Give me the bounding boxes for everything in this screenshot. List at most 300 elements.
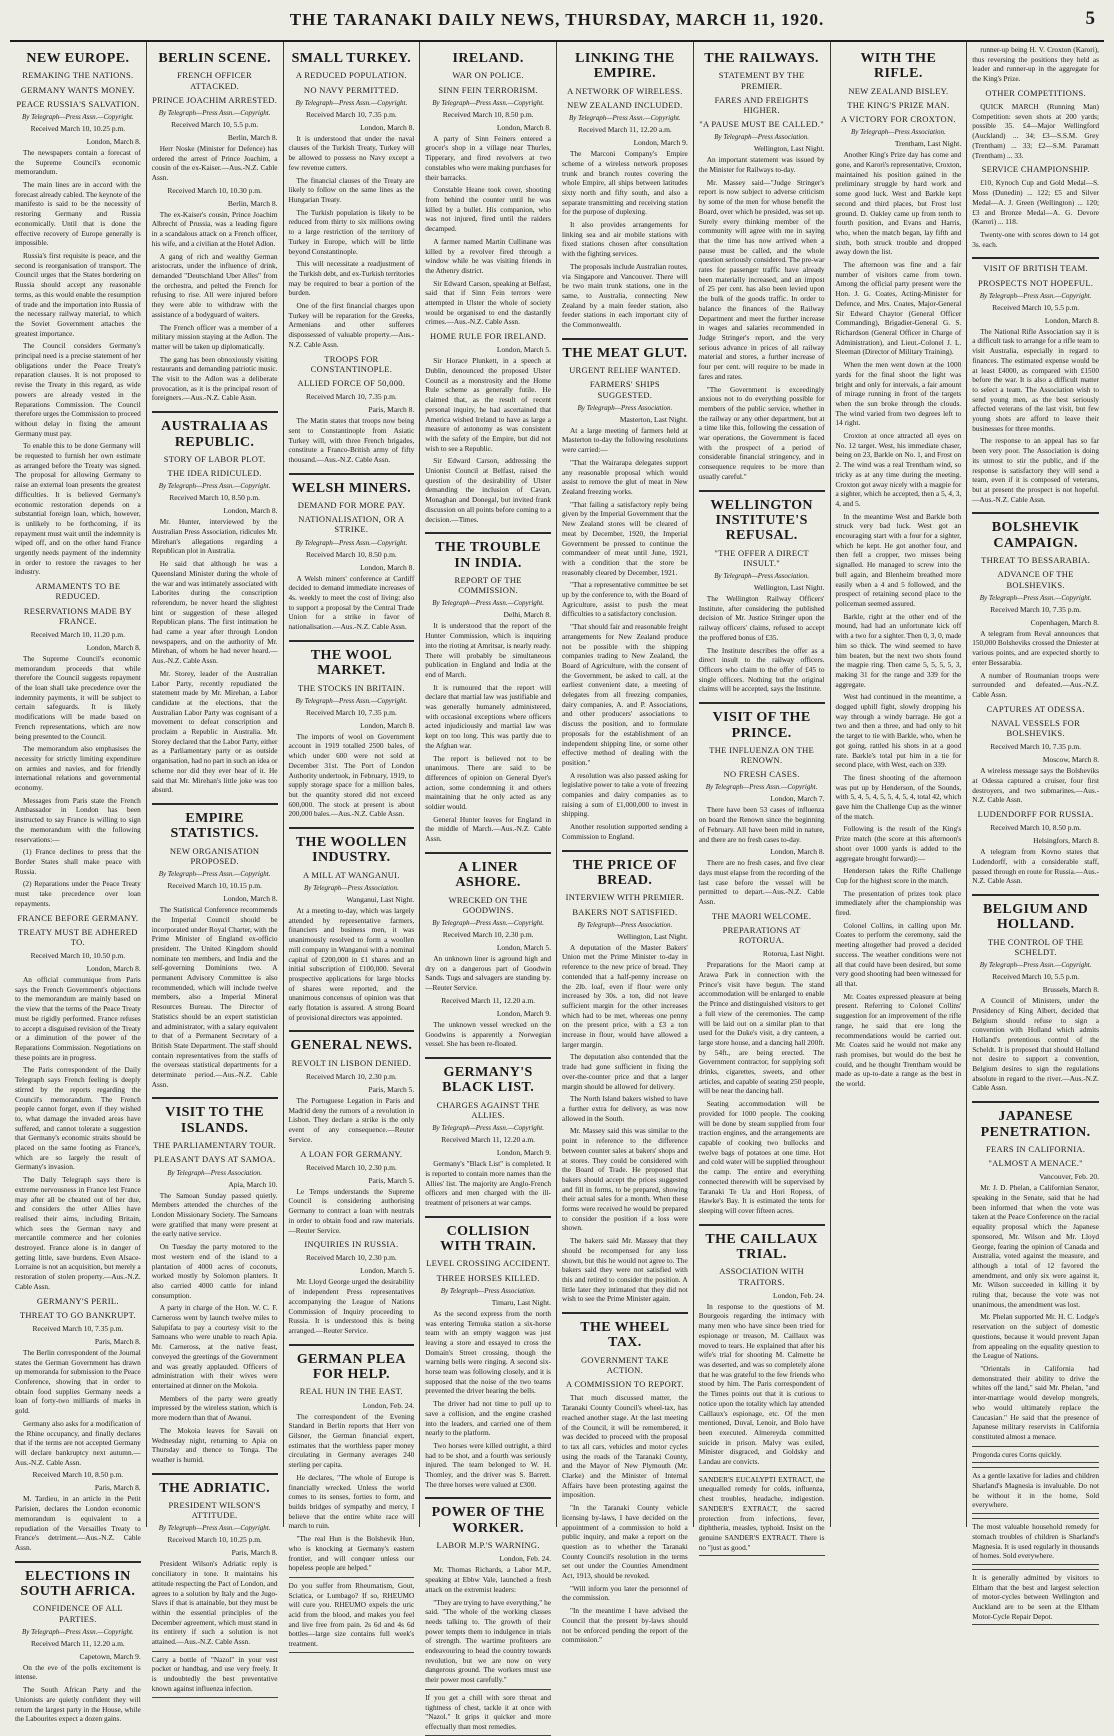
article-subheadline: LABOR M.P.'S WARNING. (436, 1540, 540, 1551)
article-subheadline: ASSOCIATION WITH TRAITORS. (719, 1266, 804, 1287)
article-subheadline: GOVERNMENT TAKE ACTION. (580, 1354, 669, 1376)
article-paragraph: Seating accommodation will be provided for 1000 people. The cooking will be done by steam supplied from four traction engines, and the arrangements are capable of cooking two bullocks and twelve bags of potatoes at one time. Hot and cold water will be supplied throughout the camp. The entire and everything connected therewith will be supervised by Taranaki Te Ua and Hori Ropess, of Hawke's Bay. It is estimated the tents for sleeping will cover fifteen acres. (698, 1099, 825, 1215)
article-subheadline: HOME RULE FOR IRELAND. (430, 331, 547, 342)
advertisement: SANDER'S EUCALYPTI EXTRACT, the unequalled remedy for colds, influenza, chest troubles, headache, indigestion. SANDER'S EXTRACT, the sacred protection from infections, fever, diphtheria, measles, typhoid. Insist on the genuine SANDER'S EXTRACT. There is no "just as good." (699, 1471, 825, 1557)
dateline: By Telegraph—Press Assn.—Copyright. (432, 1124, 544, 1133)
article-paragraph: The South African Party and the Unionists are quietly confident they will return the largest party in the House, while the Labourites expect a dozen gains. (15, 1685, 141, 1724)
article-headline: WELSH MINERS. (291, 480, 412, 496)
article-paragraph: The response to an appeal has so far been very poor. The Association is doing its utmost to stir the public, and if the response is satisfactory they will send a team, even if it is composed of veterans, but at present the prospect is not hopeful.—Aus.-N.Z. Cable Assn. (972, 436, 1099, 504)
article-paragraph: Two horses were killed outright, a third had to be shot, and a fourth was seriously injured. The team belonged to W. H. Thomley, and the driver was S. Barrett. The three horses were valued at £300. (425, 1440, 551, 1489)
article-paragraph: The Mokoia leaves for Savaii on Wednesday night, returning to Apia on Thursday and thence to Tonga. The weather is humid. (151, 1425, 278, 1464)
article-paragraph: "The real Hun is the Bolshevik Hun, who is knocking at Germany's eastern frontier, and will conquer unless our hopeless people are helped." (288, 1534, 415, 1573)
received-line: Received March 10, 7.35 p.m. (305, 392, 397, 402)
article-paragraph: Henderson takes the Rifle Challenge Cup for the highest score in the match. (835, 866, 962, 885)
dateline: By Telegraph—Press Assn.—Copyright. (295, 538, 408, 547)
article-paragraph: Mr. Coates expressed pleasure at being present. Referring to Colonel Collins' suggestion for an improvement of the rifle range, he said that ere long the recommendations would be carried out. Mr. Coates said he would not make any rash promises, but would do the best he could, and he thought Trentham would be made as up-to-date a range as the best in the world. (835, 991, 962, 1089)
article-subheadline: THE STOCKS IN BRITAIN. (297, 682, 405, 693)
article-headline: POWER OF THE WORKER. (431, 1505, 545, 1536)
article-paragraph: "In the Taranaki County vehicle licensing by-laws, I have decided on the appointment of a commission to hold a public inquiry, and make a report on the question as to whether the Taranaki County Council's resolution in the terms set out under the Counties Amendment Act, 1913, should be revoked. (562, 1503, 688, 1581)
article-paragraph: Following is the result of the King's Prize match (the score at this afternoon's shoot over 1000 yards is added to the aggregate brought forward):— (835, 824, 962, 863)
article-headline: BERLIN SCENE. (158, 51, 271, 66)
advertisement: Do you suffer from Rheumatism, Gout, Sciatica, or Lumbago? If so, RHEUMO will cure you. RHEUMO expels the uric acid from the blood, and makes you feel and live free from pain. 2s 6d and 4s 6d bottles—large size contains full week's treatment. (289, 1577, 415, 1653)
section-divider (289, 473, 415, 475)
article-paragraph: "They are trying to have everything," he said. "The whole of the working classes needs talking to. The growth of their power tempts them to indulgence in trials of strength. The wartime profiteers are endeavouring to head the country towards revolution, but we are now on very dangerous ground. The workers must use their power most carefully." (425, 1597, 551, 1685)
article-subheadline: FRANCE BEFORE GERMANY. (17, 912, 139, 923)
dateline: By Telegraph—Press Assn.—Copyright. (979, 291, 1092, 300)
article-paragraph: Another resolution supported sending a Commission to England. (562, 822, 688, 841)
article-paragraph: The North Island bakers wished to have a further extra for delivery, as was now allowed in the South. (562, 1094, 688, 1123)
article-subheadline: FEARS IN CALIFORNIA. (985, 1143, 1086, 1154)
section-divider (562, 850, 688, 852)
dateline: By Telegraph—Press Assn.—Copyright. (432, 919, 544, 928)
article-paragraph: "Will inform you later the personnel of the commission. (562, 1583, 688, 1603)
article-paragraph: The report is believed not to be unanimous. There are said to be differences of opinion on General Dyer's action, some condemning it and others maintaining that he only acted as any soldier would. (425, 753, 551, 812)
article-paragraph: The memorandum also emphasises the necessity for strictly limiting expenditure on armies and navies, and for friendly international relations and governmental economy. (15, 744, 141, 793)
received-line: Received March 10, 5.5 p.m. (992, 302, 1080, 312)
column-1 (10, 42, 147, 1724)
article-subheadline: OTHER COMPETITIONS. (985, 87, 1086, 98)
article-subheadline: "ALMOST A MENACE." (988, 1158, 1083, 1169)
place-date-line: London, March 8. (770, 847, 825, 857)
article-subheadline: THREE HORSES KILLED. (436, 1272, 540, 1283)
article-subheadline: A VICTORY FOR CROXTON. (840, 114, 956, 125)
place-date-line: London, March 8. (360, 562, 415, 572)
article-paragraph: The gang has been obnoxiously visiting restaurants and demanding patriotic music. The visit to the Adlon was a deliberate provocation, as it is the principal resort of foreigners.—Aus.-N.Z. Cable Assn. (151, 354, 278, 403)
dateline: By Telegraph—Press Association. (714, 572, 810, 581)
article-paragraph: The Portuguese Legation in Paris and Madrid deny the rumors of a revolution in Lisbon. They declare a strike is the only event of any consequence.—Reuter Service. (288, 1096, 415, 1144)
received-line: Received March 11, 12.20 a.m. (441, 995, 536, 1005)
received-line: Received March 10, 8.50 p.m. (32, 1470, 124, 1480)
article-paragraph: Russia's first requisite is peace, and the second is reorganisation of transport. The Council urges that the States bordering on Russia should accept any reasonable terms, as this would enable the resumption of trade and the importation into Russia of the necessary railway material, to which the Soviet Government attaches the greatest importance. (15, 250, 141, 338)
received-line: Received March 10, 10.30 p.m. (167, 185, 262, 195)
article-subheadline: SINN FEIN TERRORISM. (438, 84, 538, 95)
advertisement: As a gentle laxative for ladies and children Sharland's Magnesia is invaluable. Do not be without it in the home, Sold everywhere. (972, 1467, 1099, 1514)
article-paragraph: As the second express from the north was entering Temuka station a six-horse team with an empty waggon was just leaving a store and essayed to cross the Domain's Street crossing, though the warning bells were ringing. A second six-horse team was following closely, and it is supposed that the noise of the two teams prevented the driver hearing the bells. (425, 1308, 551, 1396)
place-date-line: Vancouver, Feb. 20. (1039, 1172, 1099, 1182)
article-headline: GERMANY'S BLACK LIST. (442, 1064, 535, 1096)
section-divider (425, 852, 551, 854)
place-date-line: Paris, March 8. (94, 1483, 141, 1493)
place-date-line: London, Feb. 24. (499, 1554, 551, 1564)
article-paragraph: A telegram from Kovno states that Ludendorff, with a considerable staff, passed through en route for Russia.—Aus.-N.Z. Cable Assn. (972, 847, 1099, 886)
article-paragraph: The afternoon was fine and a fair number of visitors came from town. Among the official party present were the Hon. J. G. Coates, Acting-Minister for Defence, and Mrs. Coates, Major-General Sir Edward Chaytor (General Officer Commanding), Brigadier-General G. S. Richardson (General Officer in Charge of Administration), and Lieut.-Colonel J. L. Sleeman (Director of Military Training). (835, 260, 962, 357)
article-headline: SMALL TURKEY. (291, 51, 412, 66)
article-paragraph: Mr. Massey said this was similar to the point in reference to the difference between counter sales at bakers' shops and at stores. They could be considered with the Board of Trade. He proposed that bakers should accept the prices suggested and fill in forms, to be prepared, showing their actual sales for a month. When these forms were received he would be prepared to consider the position if a loss were shown. (562, 1126, 688, 1233)
place-date-line: Capetown, March 9. (79, 1651, 141, 1661)
article-paragraph: The unknown vessel wrecked on the Goodwins is apparently a Norwegian vessel. She has been re-floated. (425, 1019, 551, 1049)
place-date-line: Trentham, Last Night. (894, 139, 962, 149)
article-subheadline: RESERVATIONS MADE BY FRANCE. (23, 605, 132, 626)
article-paragraph: Mr. J. D. Phelan, a Californian Senator, speaking in the Senate, said that he had been informed that when the vote was taken at the Peace Conference on the racial equality proposal which the Japanese sponsored, Mr. Wilson and Mr. Lloyd George, fearing the opinion of Canada and Australia, voted against the measure, and although a total of 12 favored the amendment, and only six were against it, Mr. Wilson succeeded in killing it by ruling that, because the vote was not unanimous, the amendment was lost. (972, 1183, 1099, 1309)
received-line: Received March 10, 7.35 p.m. (305, 109, 397, 119)
article-headline: ELECTIONS IN SOUTH AFRICA. (20, 1568, 136, 1599)
article-paragraph: The National Rifle Association say it is a difficult task to arrange for a rifle team to visit Australia, especially in regard to finances. The estimated expense would be at least £4000, as compared with £1500 before the war. It is also a difficult matter to select a team. The Association wish to send young men, as the best seriously affected veterans of the last visit, but few young shots are afford to leave their businesses for three months. (972, 326, 1099, 433)
article-paragraph: The financial clauses of the Treaty are likely to follow on the same lines as the Hungarian Treaty. (288, 175, 415, 204)
article-paragraph: The Matin states that troops now being sent to Constantinople from Asiatic Turkey will, with three French brigades, constitute a Franco-British army of fifty thousand.—Aus.-N.Z. Cable Assn. (288, 416, 415, 464)
section-divider (699, 702, 825, 704)
article-paragraph: A party of Sinn Feiners entered a grocer's shop in a village near Thurles, Tipperary, and fired revolvers at two constables who were making purchases for their barracks. (425, 133, 551, 182)
article-paragraph: "The Government is exceedingly anxious not to do everything possible for members of the public service, whether in the railway or any other department, but at a time like this, following the cessation of war operations, the Government is faced with the prospect of a period of considerable financial stringency, and in consequence requires to be more than usually careful." (698, 384, 825, 481)
article-paragraph: The Wellington Railway Officers' Institute, after considering the published decision of Mr. Justice Stringer upon the railway officers' claims, refused to accept the proffered bonus of £35. (698, 594, 825, 642)
dateline: By Telegraph—Press Association. (577, 920, 673, 929)
article-subheadline: THREAT TO GO BANKRUPT. (19, 1309, 136, 1320)
column-2 (147, 42, 284, 1693)
place-date-line: Apia, March 10. (228, 1179, 278, 1189)
advertisement: The most valuable household remedy for stomach troubles of children is Sharland's Magnesia. It is used regularly in thousands of homes. Sold everywhere. (972, 1518, 1099, 1565)
received-line: Received March 11, 12.20 a.m. (577, 125, 672, 135)
article-paragraph: The Institute describes the offer as a direct insult to the railway officers. Officers who claim to the offer of £45 to single officers. Nothing but the original claims will be accepted, says the Institute. (698, 645, 825, 694)
article-paragraph: A telegram from Reval announces that 150,000 Bolsheviks crossed the Dniester at various points, and are expected shortly to enter Bessarabia. (972, 628, 1099, 667)
article-subheadline: A MILL AT WANGANUI. (303, 869, 400, 880)
article-subheadline: INTERVIEW WITH PREMIER. (565, 892, 685, 903)
place-date-line: Paris, March 8. (94, 1336, 141, 1346)
received-line: Received March 10, 7.35 p.m. (32, 1323, 124, 1333)
section-divider (425, 532, 551, 534)
article-paragraph: The Samoan Sunday passed quietly. Members attended the churches of the London Missionary Society. The Samoans were gratified that many were present at the early native service. (151, 1190, 278, 1239)
received-line: Received March 10, 2.30 p.m. (305, 1072, 397, 1082)
advertisement: It is generally admitted by visitors to Eltham that the best and largest selection of motor-cycles between Wellington and Auckland are to be seen at the Eltham Motor-Cycle Repair Depot. (972, 1569, 1099, 1626)
article-paragraph: In the meantime West and Barkle both struck very bad luck. West got an encouraging start with a four for a sighter, which he kept. He got another four, and then fell a cropper, two misses being signalled. He managed to screw into the bull again, and Blenheim breathed more easily when a 4 and 5 followed, and the prospect of retaining second place to the policeman seemed assured. (835, 511, 962, 608)
article-headline: A LINER ASHORE. (455, 859, 521, 891)
article-subheadline: LEVEL CROSSING ACCIDENT. (426, 1258, 551, 1269)
article-paragraph: In response to the questions of M. Bourgeois regarding the intimacy with many men who have since been tried for espionage or treason, M. Caillaux was moved to tears. He explained that after his wife's trial for shooting M. Calmette he was deserted, and was so completely alone that he was grateful to the few friends who stood by him. The Paris correspondent of the Times points out that it is curious to notice upon the totality which lay attended Caillaux's espionage, etc. Of the men mentioned, Duval, Lenoir, and Bolo have been executed. Almereyda committed suicide in prison. Malvy was exiled, Minister disgraced, and Goldsky and Landau are convicts. (698, 1301, 825, 1467)
article-paragraph: A farmer named Martin Cullinane was killed by a revolver fired through a window while he was visiting friends in the Athenry district. (425, 236, 551, 275)
article-subheadline: URGENT RELIEF WANTED. (569, 365, 681, 376)
received-line: Received March 10, 10.25 p.m. (167, 1535, 262, 1545)
article-paragraph: "That a representative committee be set up by the conference to, with the Board of Agriculture, assist to push the meat difficulties to a satisfactory conclusion. (562, 580, 688, 619)
article-paragraph: Germany also asks for a modification of the Rhine occupancy, and finally declares that if the terms are not accepted Germany will declare bankruptcy next autumn.—Aus.-N.Z. Cable Assn. (15, 1418, 141, 1467)
section-divider (152, 1473, 278, 1475)
dateline: By Telegraph—Press Assn.—Copyright. (158, 1524, 271, 1533)
article-headline: THE ADRIATIC. (159, 1480, 270, 1496)
article-subheadline: VISIT OF BRITISH TEAM. (983, 263, 1088, 274)
received-line: Received March 10, 7.35 p.m. (990, 604, 1082, 614)
dateline: By Telegraph—Press Association. (714, 133, 810, 142)
article-subheadline: THE PARLIAMENTARY TOUR. (153, 1140, 277, 1151)
received-line: Received March 10, 11.20 p.m. (30, 629, 126, 639)
article-paragraph: A resolution was also passed asking for legislative power to take a vote of freezing companies and dairy companies as to raising a sum of £1,000,000 to invest in shipping. (562, 770, 688, 819)
received-line: Received March 10, 8.50 p.m. (990, 823, 1082, 833)
article-paragraph: There have been 53 cases of influenza on board the Renown since the beginning of February. All have been mild in nature, and there are no fresh cases to-day. (698, 805, 825, 844)
advertisement: Progonda cures Corns quickly. (972, 1446, 1099, 1464)
article-paragraph: Mr. Massey said—"Judge Stringer's report is now subject to adverse criticism by some of the men for whose benefit the Board, over which he presided, was set up. Surely every thinking member of the community will agree with me in saying that the time has now arrived when a pause must be called, and the whole question seriously considered. The pre-war rates for passenger traffic have already been materially increased, and an impost of 25 per cent. has also been levied upon the bulk of the goods traffic. In order to balance the finances of the Railway Department and meet the further increase in wages and salaries recommended in Judge Stringer's report, and the very serious advance in prices of all railway material and stores, a further increase of four per cent. will require to be made in fares and rates. (698, 177, 825, 381)
article-paragraph: The presentation of prizes took place immediately after the championship was fired. (835, 888, 962, 918)
article-headline: THE MEAT GLUT. (562, 345, 688, 361)
article-subheadline: PREPARATIONS AT ROTORUA. (722, 924, 801, 946)
article-paragraph: The Paris correspondent of the Daily Telegraph says French feeling is deeply stirred by the reports regarding the Council's memorandum. The French people cannot forget, even if they wished to, what damage the invaded areas have suffered, and cannot tolerate a suggestion that Germany's economic straits should be placed on the same footing as France's, which are so largely the result of Germany's invasion. (15, 1065, 141, 1172)
article-paragraph: The Supreme Council's economic memorandum proceeds that while therefore the Council suggests repayment of the loan shall take precedence over the indemnity payments, it will be subject to certain safeguards. It is likely modifications will be made based on French representations, which are now being presented to the Council. (15, 653, 141, 741)
article-subheadline: WRECKED ON THE GOODWINS. (448, 894, 528, 915)
received-line: Received March 10, 8.50 p.m. (442, 109, 534, 119)
place-date-line: Paris, March 8. (231, 1548, 278, 1558)
section-divider (152, 411, 278, 413)
place-date-line: Rotorua, Last Night. (762, 949, 825, 959)
received-line: Received March 10, 7.35 p.m. (305, 707, 397, 717)
article-subheadline: DEMAND FOR MORE PAY. (297, 500, 405, 510)
dateline: By Telegraph—Press Assn.—Copyright. (22, 112, 134, 121)
article-headline: LINKING THE EMPIRE. (575, 51, 675, 82)
section-divider (289, 1344, 415, 1346)
column-8 (967, 42, 1104, 1621)
dateline: By Telegraph—Press Assn.—Copyright. (295, 696, 408, 705)
article-subheadline: REAL HUN IN THE EAST. (299, 1386, 403, 1397)
article-paragraph: The Statistical Conference recommends the Imperial Council should be incorporated under Royal Charter, with the Prime Minister of England ex-officio president. The United Kingdom should nominate ten members, and India and the self-governing Dominions two. A permanent Advisory Committee is also recommended, which will include twelve members, also a Imperial Mineral Resources Bureau. The Director of Statistics should be an expert statistician and administrator, with a salary equivalent to that of a Permanent Secretary of a British State Department. The staff should contain representatives from the staffs of the overseas statistical departments for a determinate period.—Aus.-N.Z. Cable Assn. (151, 905, 278, 1089)
article-paragraph: "That should fair and reasonable freight arrangements for New Zealand produce not be possible with the shipping companies trading to New Zealand, the Board of Agriculture, with the consent of the Government, be asked to call, at the earliest convenient date, a meeting of delegates from all freezing companies, dairy companies, A. and P. Associations, and other producers' associations to discuss the position, and to formulate proposals for the establishment of an independent shipping line, or some other effective method of dealing with the position." (562, 622, 688, 767)
dateline: By Telegraph—Press Assn.—Copyright. (295, 98, 408, 107)
dateline: By Telegraph—Press Assn.—Copyright. (158, 870, 271, 879)
advertisement: Carry a bottle of "Nazol" in your vest pocket or handbag, and use very freely. It is undoubtedly the best preventative known against influenza infection. (152, 1651, 278, 1698)
article-subheadline: CONFIDENCE OF ALL PARTIES. (32, 1603, 123, 1624)
place-date-line: London, March 9. (496, 1148, 551, 1158)
place-date-line: London, March 8. (360, 720, 415, 730)
received-line: Received March 10, 8.50 p.m. (305, 549, 397, 559)
article-paragraph: Mr. Lloyd George urged the desirability of independent Press representatives accompanying the League of Nations Commission of Inquiry proceeding to Russia. It is understood this is being arranged.—Reuter Service. (288, 1277, 415, 1335)
article-subheadline: ARMAMENTS TO BE REDUCED. (35, 581, 121, 602)
received-line: Received March 10, 2.30 p.m. (305, 1253, 397, 1263)
dateline: By Telegraph—Press Association. (303, 884, 399, 893)
article-paragraph: General Hunter leaves for England in the middle of March.—Aus.-N.Z. Cable Assn. (425, 814, 551, 844)
place-date-line: Paris, March 8. (368, 405, 415, 415)
article-paragraph: A wireless message says the Bolsheviks at Odessa captured a cruiser, four first destroyers, and two submarines.—Aus.-N.Z. Cable Assn. (972, 766, 1099, 805)
section-divider (15, 1561, 141, 1563)
article-subheadline: PLEASANT DAYS AT SAMOA. (153, 1154, 276, 1165)
article-paragraph: Herr Noske (Minister for Defence) has ordered the arrest of Prince Joachim, a cousin of the ex-Kaiser.—Aus.-N.Z. Cable Assn. (151, 143, 278, 183)
article-headline: GERMAN PLEA FOR HELP. (296, 1351, 406, 1383)
place-date-line: London, March 8. (1044, 315, 1099, 325)
article-subheadline: STATEMENT BY THE PREMIER. (718, 70, 805, 91)
section-divider (562, 1312, 688, 1314)
place-date-line: Masterton, Last Night. (619, 414, 688, 424)
dateline: By Telegraph—Press Assn.—Copyright. (158, 482, 271, 491)
article-paragraph: The Berlin correspondent of the Journal states the German Government has drawn up memoranda for submission to the Peace Conference, showing that in order to obtain food supplies Germany needs a loan of forty-two milliards of marks in gold. (15, 1347, 141, 1416)
article-paragraph: Mr. Storey, leader of the Australian Labor Party, recently repudiated the statement made by Mr. Mirehan, a Labor candidate at the elections, that the Australian Labor Party was cognisant of a movement to defeat conscription and proclaim a Republic in Australia. Mr. Storey declared that the Labor Party, either as a Parliamentary party or as outside organisation, had no part in such an idea or scheme nor did they ever hear of it. He said that Mr. Mirehan's little joke was too absurd. (151, 668, 278, 795)
article-paragraph: QUICK MARCH (Running Man) Competition: seven shots at 200 yards; possible 35. £4—Major Wellingford (Auckland) ... 34; £3—S.S.M. Grey (Trentham) ... 33; £2—S.M. Paramatt (Trentham) ... 33. (972, 102, 1099, 160)
section-divider (699, 490, 825, 492)
article-paragraph: runner-up being H. V. Croxton (Karori), thus reversing the positions they held as leader and runner-up in the aggregate for the King's Prize. (972, 45, 1099, 84)
dateline: By Telegraph—Press Association. (850, 128, 946, 137)
article-paragraph: The Turkish population is likely to be reduced from thirty to six millions owing to a large restriction of the territory of Turkey in Europe, which will be little beyond Constantinople. (288, 207, 415, 256)
article-paragraph: Messages from Paris state the French Ambassador in London has been instructed to say France is willing to sign the memorandum with the following reservations:— (15, 795, 141, 844)
article-paragraph: When the men went down at the 1000 yards for the final shoot the light was bright and only for intervals, a fair amount of mirage running in front of the targets when the sun broke through the clouds. The wind varied from two degrees left to 14 right. (835, 360, 962, 428)
article-paragraph: (1) France declines to press that the Border States shall make peace with Russia. (15, 847, 141, 876)
article-paragraph: The newspapers contain a forecast of the Supreme Council's economic memorandum. (15, 147, 141, 177)
article-paragraph: Sir Edward Carson, speaking at Belfast, said that if Sinn Fein terrors were attempted in Ulster the whole of society would be organised to end the dastardly crimes.—Aus.-N.Z. Cable Assn. (425, 278, 551, 327)
article-headline: COLLISION WITH TRAIN. (440, 1223, 537, 1255)
article-paragraph: Members of the party were greatly impressed by the wireless station, which is more modern than that of Awanui. (151, 1393, 278, 1423)
article-paragraph: "That the Wairarapa delegates support any reasonable proposal which would assist to remove the glut of meat in New Zealand freezing works. (562, 457, 688, 496)
received-line: Received March 10, 5.5 p.m. (171, 119, 259, 129)
section-divider (289, 1030, 415, 1032)
article-paragraph: A Welsh miners' conference at Cardiff decided to demand immediate increases of 4s. weekly to meet the cost of living; also to support a proposal by the Central Trade Union for a strike in favor of nationalisation.—Aus.-N.Z. Cable Assn. (288, 573, 415, 632)
place-date-line: Berlin, March 8. (227, 198, 278, 208)
received-line: Received March 10, 10.50 p.m. (30, 951, 126, 961)
masthead (10, 0, 1104, 42)
article-subheadline: ADVANCE OF THE BOLSHEVIKS. (997, 569, 1074, 590)
place-date-line: London, March 8. (223, 506, 278, 516)
article-paragraph: He said that although he was a Queensland Minister during the whole of the war and was intimately associated with Laborites during the conscription referendum, he never heard the slightest hint or suggestion of these alleged Republican plans. The first intimation he had came a year after through London newspapers, and on the authority of Mr. Mirehan, of whom he had never heard.—Aus.-N.Z. Cable Assn. (151, 559, 278, 666)
received-line: Received March 10, 2.30 p.m. (305, 1162, 397, 1172)
article-paragraph: The imports of wool on Government account in 1919 totalled 2500 bales, of which under 600 were not sold at December 31st. The Port of London Authority undertook, in February, 1919, to supply storage space for a million bales, but the quantity stored did not exceed 600,000. The stock at present is about 200,000 bales.—Aus.-N.Z. Cable Assn. (288, 731, 415, 819)
article-paragraph: An unknown liner is aground high and dry on a dangerous part of Goodwin Sands. Tugs and salvagers are standing by.—Reuter Service. (425, 954, 551, 993)
article-paragraph: One of the first financial charges upon Turkey will be reparation for the Greeks, Armenians and other sufferers dispossessed of valuable property.—Aus.-N.Z. Cable Assn. (288, 301, 415, 349)
article-paragraph: (2) Reparations under the Peace Treaty must take precedence over loan repayments. (15, 879, 141, 908)
article-headline: WITH THE RIFLE. (860, 51, 937, 82)
dateline: By Telegraph—Press Assn.—Copyright. (979, 961, 1092, 970)
section-divider (972, 257, 1099, 259)
article-paragraph: Sir Edward Carson, addressing the Unionist Council at Belfast, raised the question of the desirability of Ulster demanding the inclusion of Cavan, Monaghan and Donegal, but invited frank discussion on all points before coming to a decision.—Times. (425, 456, 551, 524)
article-subheadline: NAVAL VESSELS FOR BOLSHEVIKS. (991, 717, 1081, 738)
article-paragraph: It is rumoured that the report will declare that martial law was justifiable and was generally humanely administered, with occasional exceptions where officers acted injudiciously and martial law was kept on too long. This was partly due to the Afghan war. (425, 682, 551, 750)
article-paragraph: A number of Roumanian troops were surrounded and defeated.—Aus.-N.Z. Cable Assn. (972, 670, 1099, 699)
article-paragraph: £10, Kynoch Cup and Gold Medal—S. Moss (Dunedin) ... 122; £5 and Silver Medal—A. J. Green (Wellington) ... 120; £3 and Bronze Medal—A. G. Devore (Karori) ... 118. (972, 178, 1099, 227)
article-subheadline: GERMANY WANTS MONEY. (20, 84, 135, 95)
article-subheadline: FARMERS' SHIPS SUGGESTED. (589, 379, 660, 400)
article-paragraph: Constable Heane took cover, shooting from behind the counter until he was killed by a bullet. His companion, who was not injured, fired until the raiders decamped. (425, 185, 551, 234)
article-headline: GENERAL NEWS. (290, 1038, 413, 1054)
place-date-line: London, March 8. (86, 642, 141, 652)
dateline: By Telegraph—Press Assn.—Copyright. (569, 114, 681, 123)
place-date-line: London, March 5. (496, 345, 551, 355)
place-date-line: Helsingfors, March 8. (1033, 836, 1099, 846)
place-date-line: London, Feb. 24. (362, 1400, 415, 1410)
article-headline: VISIT OF THE PRINCE. (712, 710, 811, 741)
received-line: Received March 10, 5.5 p.m. (992, 972, 1080, 982)
article-subheadline: NEW ZEALAND BISLEY. (848, 85, 949, 96)
article-headline: THE CAILLAUX TRIAL. (705, 1231, 818, 1263)
place-date-line: London, March 9. (633, 138, 688, 148)
article-paragraph: To enable this to be done Germany will be requested to furnish her own estimate as arranged before the Treaty was signed. The proposal for allowing Germany to raise an external loan presents the greatest difficulties. It is believed Germany's economic restoration depends on a substantial foreign loan, which, however, is unlikely to be forthcoming, if its repayment must wait until the indemnity is wiped off, and on the other hand France urgently needs payment of the indemnity in order to restore the ravages to her industry. (15, 441, 141, 577)
article-paragraph: Mr. Phelan supported Mr. H. C. Lodge's reservation on the subject of domestic questions, because it would prevent Japan from appealing on the equality question to the League of Nations. (972, 1312, 1099, 1361)
article-headline: NEW EUROPE. (26, 51, 130, 66)
article-paragraph: An important statement was issued by the Minister for Railways to-day. (698, 155, 825, 175)
section-divider (972, 1101, 1099, 1103)
article-subheadline: TREATY MUST BE ADHERED TO. (18, 926, 138, 947)
place-date-line: London, March 5. (360, 1266, 415, 1276)
article-subheadline: NO FRESH CASES. (723, 769, 800, 780)
section-divider (152, 803, 278, 805)
place-date-line: Moscow, March 8. (1042, 755, 1099, 765)
article-paragraph: The bakers said Mr. Massey that they should be recompensed for any loss shown, but this he would not agree to. The bakers said they were not satisfied with this and retired to consider the position. A little later they intimated that they did not wish to see the Prime Minister again. (562, 1236, 688, 1304)
article-paragraph: Mr. Hunter, interviewed by the Australian Press Association, ridicules Mr. Mirehan's allegations regarding a Republican plot in Australia. (151, 517, 278, 556)
article-paragraph: The ex-Kaiser's cousin, Prince Joachim Albrecht of Prussia, was a leading figure in a scandalous attack on a French officer, his wife, and a civilian at the Hotel Adlon. (151, 209, 278, 248)
article-subheadline: REPORT OF THE COMMISSION. (454, 575, 522, 596)
article-paragraph: The finest shooting of the afternoon was put up by Henderson, of the Sounds, with 5, 4, 5, 4, 5, 5, 4, 5, 4, total 42, which gave him the Challenge Cup as the winner of the match. (835, 772, 962, 821)
article-subheadline: A COMMISSION TO REPORT. (565, 1379, 684, 1390)
article-subheadline: CAPTURES AT ODESSA. (986, 703, 1085, 714)
article-paragraph: At a meeting to-day, which was largely attended by representative farmers, financiers and business men, it was unanimously resolved to form a woollen mill company in Wanganui with a nominal capital of £200,000 in £1 shares and an initial subscription of £100,000. Several prospective applications for large blocks of shares were reported, and the unanimous concensus of opinion was that early flotation is assured. A strong Board of provisional directors was appointed. (288, 906, 415, 1022)
article-paragraph: At a large meeting of farmers held at Masterton to-day the following resolutions were carried:— (562, 425, 688, 455)
dateline: By Telegraph—Press Association. (577, 403, 673, 412)
article-headline: THE PRICE OF BREAD. (572, 857, 678, 888)
dateline: By Telegraph—Press Assn.—Copyright. (979, 593, 1092, 602)
article-paragraph: Barkle, right at the other end of the mound, had had an unfortunate kick off with a two for a sighter. Then 0, 3, 0, made him so thick. The wind seemed to have him beaten, but the next two shots found the magpie ring. Then came 5, 5, 5, 5, 3, making 31 for the range and 339 for the aggregate. (835, 611, 962, 689)
article-subheadline: PEACE RUSSIA'S SALVATION. (16, 98, 140, 109)
article-subheadline: TROOPS FOR CONSTANTINOPLE. (310, 353, 393, 374)
dateline: By Telegraph—Press Assn.—Copyright. (22, 1627, 134, 1636)
received-line: Received March 10, 7.35 p.m. (990, 742, 1082, 752)
article-paragraph: It is understood that under the naval clauses of the Turkish Treaty, Turkey will be allowed to possess no Navy except a few revenue cutters. (288, 133, 415, 172)
article-paragraph: The deputation also contended that the trade had gone sufficient in fixing the over-the-counter price and that a larger margin should be allowed for delivery. (562, 1052, 688, 1091)
article-headline: THE RAILWAYS. (704, 51, 819, 66)
received-line: Received March 10, 10.25 p.m. (30, 123, 126, 133)
article-paragraph: A Council of Ministers, under the Presidency of King Albert, decided that Belgium should refuse to sign a convention with Holland which admits Holland's pretentious control of the Scheldt. It is proposed that should Holland not desire to support a convention, Belgium desires to sign the regulations absolute in regard to the river.—Aus.-N.Z. Cable Assn. (972, 996, 1099, 1093)
place-date-line: London, March 8. (86, 964, 141, 974)
article-paragraph: It also provides arrangements for linking sea and air mobile stations with fixed stations chosen after consultation with the fighting services. (562, 220, 688, 259)
place-date-line: London, Feb. 24. (773, 1290, 825, 1300)
place-date-line: Brussels, March 8. (1042, 985, 1099, 995)
article-paragraph: M. Tardieu, in an article in the Petit Parisien, declares the London economic memorandum is equivalent to a repudiation of the Versailles Treaty to France's detriment.—Aus.-N.Z. Cable Assn. (15, 1494, 141, 1552)
article-paragraph: This will necessitate a readjustment of the Turkish debt, and ex-Turkish territories may be required to bear a portion of the burden. (288, 259, 415, 298)
section-divider (289, 827, 415, 829)
article-subheadline: THE MAORI WELCOME. (711, 910, 812, 921)
article-subheadline: PRESIDENT WILSON'S ATTITUDE. (168, 1500, 261, 1521)
article-headline: BOLSHEVIK CAMPAIGN. (991, 520, 1080, 551)
article-headline: THE TROUBLE IN INDIA. (435, 540, 541, 571)
received-line: Received March 11, 12.20 a.m. (441, 1135, 536, 1145)
article-subheadline: LUDENDORFF FOR RUSSIA. (977, 809, 1094, 819)
article-subheadline: REVOLT IN LISBON DENIED. (291, 1057, 412, 1068)
article-paragraph: "In the meantime I have advised the Council that the present by-laws should not be enforced pending the report of the commission." (562, 1606, 688, 1645)
dateline: By Telegraph—Press Association. (440, 1286, 536, 1295)
place-date-line: Delhi, March 8. (503, 610, 551, 620)
dateline: By Telegraph—Press Assn.—Copyright. (432, 599, 544, 608)
article-paragraph: There are no fresh cases, and five clear days must elapse from the recording of the last case before the vessel will be permitted to depart.—Aus.-N.Z. Cable Assn. (698, 858, 825, 907)
article-paragraph: The Marconi Company's Empire scheme of a wireless network proposes trunk and branch routes covering the whole Empire, all ships between latitudes sixty north and fifty south, and also a separate transmitting and receiving station for the purpose of duplexing. (562, 149, 688, 217)
place-date-line: London, March 5. (496, 943, 551, 953)
article-paragraph: President Wilson's Adriatic reply is conciliatory in tone. It maintains his attitude respecting the Pact of London, and agrees to a solution by Italy and the Jugo-Slavs if that is attainable, but they must be within the essential principles of the December agreement, which must stand in its entirety if such a solution is not attained.—Aus.-N.Z. Cable Assn. (151, 1559, 278, 1647)
section-divider (972, 512, 1099, 514)
dateline: By Telegraph—Press Assn.—Copyright. (158, 108, 271, 117)
place-date-line: Copenhagen, March 8. (1030, 617, 1099, 627)
article-paragraph: He declares, "The whole of Europe is financially wrecked. Unless the world comes to its senses, forties to form, and builds bridges of sympathy and mercy, I believe that the entire white race will march to ruin. (288, 1472, 415, 1531)
article-paragraph: A gang of rich and wealthy German aristocrats, under the influence of drink, demanded "Deutschland Uber Alles" from the orchestra, and pelted the French for refusing to rise. All were injured before they were able to withdraw with the assistance of a bodyguard of waiters. (151, 251, 278, 319)
article-subheadline: NEW ZEALAND INCLUDED. (567, 99, 683, 110)
article-paragraph: Le Temps understands the Supreme Council is considering authorising Germany to contract a loan with neutrals in order to obtain food and raw materials.—Reuter Service. (288, 1186, 415, 1235)
dateline: By Telegraph—Press Assn.—Copyright. (432, 98, 544, 107)
article-paragraph: West had continued in the meantime, a dogged uphill fight, slowly dropping his way through a windy barrage. He got a two and then a three, and had only to hit the target to tie with Barkle, who, when he got going, rattled his shots in at a good rate. Barkle's total put him in a tie for second place, with West, each on 339. (835, 692, 962, 770)
article-paragraph: The driver had not time to pull up to save a collision, and the engine crashed into the leaders, and carried one of them nearly to the platform. (425, 1399, 551, 1438)
article-subheadline: NO NAVY PERMITTED. (303, 84, 399, 95)
article-paragraph: On the eve of the polls excitement is intense. (15, 1662, 141, 1682)
article-subheadline: PRINCE JOACHIM ARRESTED. (152, 94, 278, 105)
place-date-line: Wanganui, Last Night. (346, 895, 415, 905)
place-date-line: London, March 8. (496, 122, 551, 132)
article-paragraph: On Tuesday the party motored to the most western end of the island to a plantation of 4000 acres of coconuts, worked mostly by Solomon planters. It also carried 4000 cattle for inland consumption. (151, 1242, 278, 1300)
place-date-line: London, March 8. (360, 122, 415, 132)
article-subheadline: NEW ORGANISATION PROPOSED. (169, 845, 260, 866)
article-paragraph: Croxton at once attracted all eyes on No. 12 target. West, his immediate chaser, being on 23, Barkle on No. 1, and Frost on 2. The wind was a real Trentham wind, so tricky as at any time during the meeting. Croxton got away nicely with a magpie for a sighter, which he accepted, then a 5, 4, 3, 4, and 5. (835, 431, 962, 508)
article-paragraph: The Council considers Germany's principal need is a precise statement of her obligations under the Peace Treaty's reparation clauses. It is not proposed to revise the Treaty in this regard, as wide powers are already vested in the Reparations Commission. The Council therefore urges the Commission to proceed without delay in fixing the amount Germany must pay. (15, 341, 141, 438)
article-paragraph: Twenty-one with scores down to 14 got 3s. each. (972, 229, 1099, 249)
article-headline: THE WHEEL TAX. (580, 1320, 670, 1351)
section-divider (425, 1057, 551, 1059)
article-paragraph: The proposals include Australian routes, via Singapore and Vancouver. There will be two main trunk stations, one in the same, to Australia, connecting New Zealand by a main feeder station, also feeder stations in each important city of the Commonwealth. (562, 261, 688, 330)
article-subheadline: BAKERS NOT SATISFIED. (572, 906, 678, 917)
place-date-line: London, March 8. (223, 894, 278, 904)
article-subheadline: NATIONALISATION, OR A STRIKE. (298, 514, 405, 535)
article-subheadline: A NETWORK OF WIRELESS. (567, 85, 683, 96)
section-divider (289, 640, 415, 642)
article-paragraph: The correspondent of the Evening Standard in Berlin reports that Herr von Gilsner, the German financial expert, estimates that the worthless paper money circulating in Germany averages 240 sterling per capita. (288, 1411, 415, 1470)
article-headline: THE WOOLLEN INDUSTRY. (295, 835, 407, 866)
article-headline: THE WOOL MARKET. (310, 647, 392, 679)
column-3 (284, 42, 421, 1649)
column-4 (420, 42, 557, 1731)
received-line: Received March 10, 2.30 p.m. (442, 930, 534, 940)
received-line: Received March 10, 8.50 p.m. (169, 493, 261, 503)
article-subheadline: PROSPECTS NOT HOPEFUL. (977, 277, 1094, 288)
place-date-line: Wellington, Last Night. (753, 144, 825, 154)
